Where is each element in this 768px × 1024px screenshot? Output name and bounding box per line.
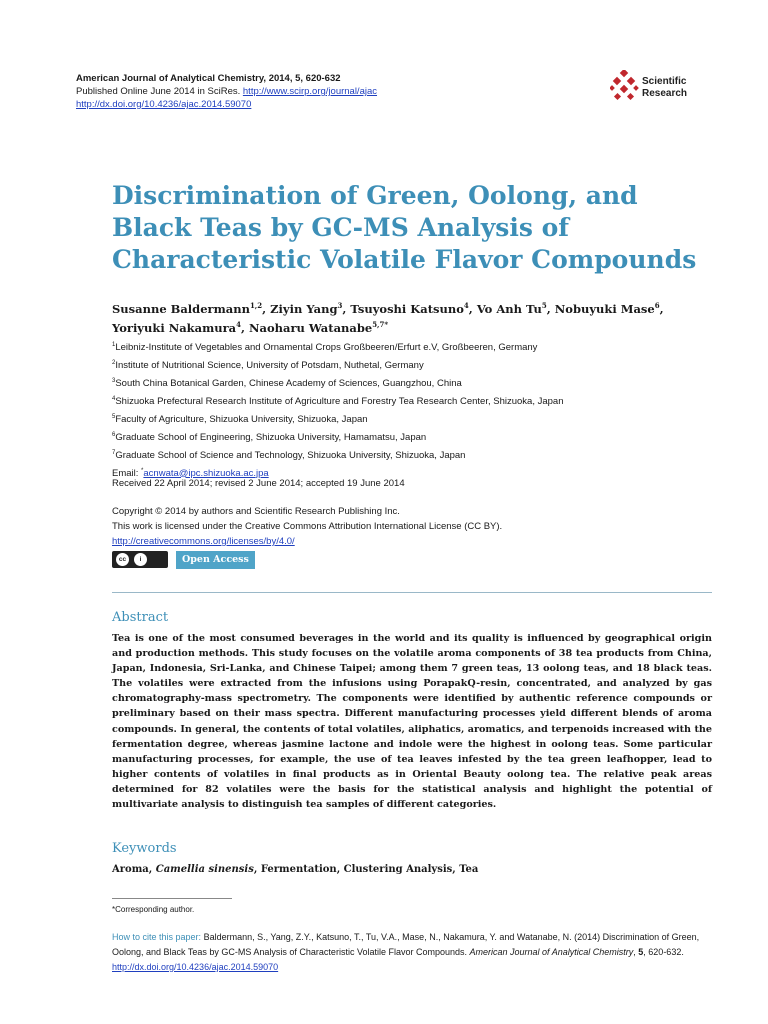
- affiliation: [112, 410, 712, 428]
- footnote-divider: [112, 898, 232, 899]
- keywords-list: [112, 864, 478, 875]
- author-affil-sup: 4: [236, 319, 241, 329]
- affiliation-sup: 7: [112, 449, 116, 456]
- affiliation: [112, 374, 712, 392]
- affiliation: [112, 392, 712, 410]
- cc-icon: cc: [116, 553, 129, 566]
- keyword: Aroma,: [112, 864, 153, 875]
- author-affil-sup: 5,7*: [372, 319, 389, 329]
- affiliation-sup: 3: [112, 377, 116, 384]
- affiliation-sup: 2: [112, 359, 116, 366]
- affiliation-text: Institute of Nutritional Science, University of Potsdam, Nuthetal, Germany: [115, 360, 424, 372]
- open-access-badge[interactable]: Open Access: [176, 551, 255, 569]
- affiliation-text: Shizuoka Prefectural Research Institute of Agriculture and Forestry Tea Research Center, Shizuoka, Japan: [115, 396, 564, 408]
- keyword-italic: Camellia sinensis: [155, 864, 254, 875]
- keyword: , Fermentation, Clustering Analysis, Tea: [253, 864, 479, 875]
- abstract-heading: Abstract: [112, 610, 169, 625]
- email-sup: *: [141, 467, 144, 474]
- affiliation: [112, 428, 712, 446]
- affiliation-sup: 1: [112, 342, 116, 348]
- author-affil-sup: 6: [654, 301, 660, 310]
- header-doi-link[interactable]: http://dx.doi.org/10.4236/ajac.2014.59070: [76, 99, 252, 110]
- published-line: [76, 85, 377, 98]
- citation-label: How to cite this paper:: [112, 932, 202, 942]
- affiliation-text: Graduate School of Engineering, Shizuoka University, Hamamatsu, Japan: [115, 431, 427, 443]
- email-label: Email:: [112, 467, 139, 479]
- citation-text: Baldermann, S., Yang, Z.Y., Katsuno, T., Tu, V.A., Mase, N., Nakamura, Y. and Watanabe, N. (2014) Discrimination of Green, Oolong, and Black Teas by GC-MS Analysis of Characteristic Volatile Flavor Compounds.: [112, 932, 700, 957]
- affiliation-text: Graduate School of Science and Technology, Shizuoka University, Shizuoka, Japan: [115, 449, 466, 461]
- affiliation-text: South China Botanical Garden, Chinese Academy of Sciences, Guangzhou, China: [115, 378, 462, 390]
- logo-text: [642, 76, 687, 100]
- author-name: Vo Anh Tu: [476, 301, 542, 316]
- logo-line-1: Scientific: [642, 76, 687, 87]
- journal-line: American Journal of Analytical Chemistry, 2014, 5, 620-632: [76, 73, 341, 84]
- logo-mark-icon: [610, 70, 640, 104]
- affiliation-text: Leibniz-Institute of Vegetables and Ornamental Crops Großbeeren/Erfurt e.V, Großbeeren, Germany: [115, 342, 538, 354]
- affiliation: [112, 338, 712, 356]
- author-affil-sup: 3: [337, 301, 343, 310]
- abstract-text: Tea is one of the most consumed beverages in the world and its quality is influenced by geographical origin and production methods. This study focuses on the volatile aroma components of 38 tea products from China, Japan, Indonesia, Sri-Lanka, and Chinese Taipei; among them 7 green teas, 13 oolong teas, and 18 black teas. The volatiles were extracted from the infusions using PorapakQ-resin, concentrated, and analyzed by gas chromatography-mass spectrometry. The components were identified by authentic reference compounds or preliminary based on their mass spectra. Different manufacturing processes yield different blends of aroma compounds. In general, the contents of total volatiles, aliphatics, aromatics, and terpenoids increased with the fermentation degree, whereas jasmine lactone and indole were the highest in oolong teas. Some particular manufacturing processes, for example, the use of tea leaves infested by the tea green leafhopper, lead to higher contents of volatiles in final products as in Oriental Beauty oolong tea. The relative peak areas determined for 82 volatiles were the basis for the statistical analysis and highlight the potential of multivariate analysis to distinguish tea samples of different categories.: [112, 633, 712, 811]
- citation-journal: American Journal of Analytical Chemistry: [469, 947, 634, 957]
- journal-url-link[interactable]: http://www.scirp.org/journal/ajac: [242, 86, 378, 97]
- author-affil-sup: 4: [463, 301, 469, 310]
- copyright-line: Copyright © 2014 by authors and Scientific Research Publishing Inc.: [112, 506, 400, 517]
- affiliation-sup: 5: [112, 413, 116, 420]
- affiliation-sup: 6: [112, 431, 116, 438]
- attribution-icon: i: [134, 553, 147, 566]
- received-dates: Received 22 April 2014; revised 2 June 2014; accepted 19 June 2014: [112, 478, 405, 489]
- citation-sep: ,: [633, 947, 636, 957]
- author-name: Tsuyoshi Katsuno: [350, 301, 464, 316]
- paper-title: Discrimination of Green, Oolong, and Black Teas by GC-MS Analysis of Characteristic Volatile Flavor Compounds: [112, 181, 697, 274]
- citation-pages: , 620-632.: [643, 947, 684, 957]
- cc-by-badge[interactable]: [112, 551, 168, 568]
- affiliation-sup: 4: [112, 395, 116, 402]
- keywords-heading: Keywords: [112, 841, 177, 856]
- author-name: Ziyin Yang: [270, 301, 338, 316]
- citation-doi-link[interactable]: http://dx.doi.org/10.4236/ajac.2014.59070: [112, 962, 279, 972]
- affiliation: [112, 356, 712, 374]
- affiliation-text: Faculty of Agriculture, Shizuoka University, Shizuoka, Japan: [115, 413, 368, 425]
- citation-volume: 5: [638, 947, 644, 957]
- license-link[interactable]: http://creativecommons.org/licenses/by/4.0/: [112, 536, 295, 547]
- copyright-block: [112, 504, 712, 549]
- citation-block: [112, 930, 712, 975]
- journal-header: [76, 72, 377, 111]
- author-affil-sup: 5: [541, 301, 547, 310]
- corresponding-footnote: *Corresponding author.: [112, 905, 195, 914]
- author-list: Susanne Baldermann$^{1,2}$, Ziyin Yang$^3$, Tsuyoshi Katsuno$^4$, Vo Anh Tu$^5$, Nobuyuki Mase$^6$, Yoriyuki Nakamura$^4$, Naoharu Watanabe$^{5,7*}$: [112, 301, 664, 335]
- email-link[interactable]: acnwata@ipc.shizuoka.ac.jpa: [143, 467, 269, 479]
- author-name: Susanne Baldermann: [112, 301, 250, 316]
- license-line: This work is licensed under the Creative Commons Attribution International License (CC BY).: [112, 521, 503, 532]
- divider: [112, 592, 712, 593]
- author-name: Yoriyuki Nakamura: [112, 320, 237, 335]
- author-affil-sup: 1,2: [249, 301, 263, 310]
- author-name: Nobuyuki Mase: [554, 301, 655, 316]
- published-prefix: Published Online June 2014 in SciRes.: [76, 86, 241, 97]
- logo-line-2: Research: [642, 88, 688, 99]
- scientific-research-logo: [610, 70, 710, 104]
- affiliation-list: [112, 338, 712, 482]
- author-name: Naoharu Watanabe: [249, 320, 373, 335]
- affiliation: [112, 446, 712, 464]
